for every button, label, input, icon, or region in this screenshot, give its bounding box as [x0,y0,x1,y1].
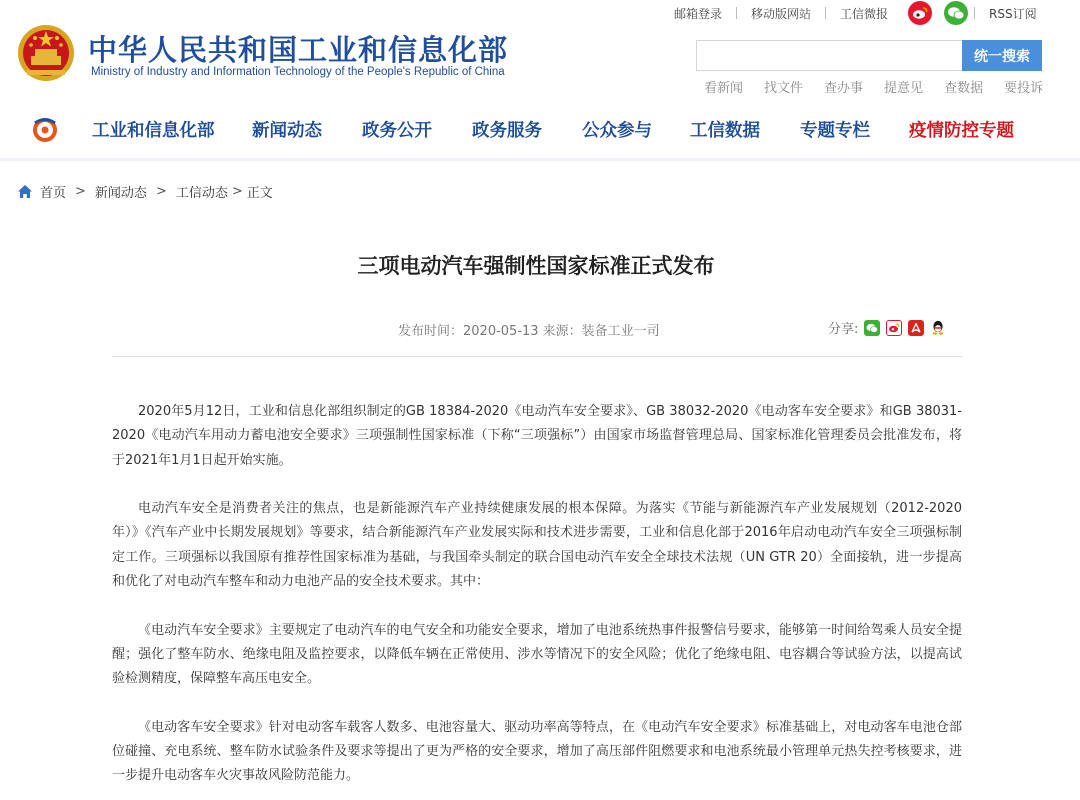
quicklink-data[interactable]: 查数据 [944,81,984,96]
article-paragraph: 2020年5月12日，工业和信息化部组织制定的GB 18384-2020《电动汽车安全要求》、GB 38032-2020《电动客车安全要求》和GB 38031-2020《电动汽车用动力蓄电池安全要求》三项强制性国家标准（下称“三项强标”）由国家市场监督管理总局、国家标准化管理委员会批准发布，将于2021年1月1日起开始实施。 [112,404,962,468]
miit-logo-icon[interactable] [31,116,59,142]
search-button[interactable]: 统一搜索 [962,40,1042,71]
article-divider [112,356,962,357]
nav-item-miit[interactable]: 工业和信息化部 [92,121,215,141]
site-title[interactable]: 中华人民共和国工业和信息化部 [88,33,509,67]
share-bar [828,318,952,337]
nav-item-news[interactable]: 新闻动态 [252,121,322,141]
rss-link[interactable]: RSS订阅 [989,6,1037,21]
quicklink-complaint[interactable]: 要投诉 [1004,81,1044,96]
pdf-share-icon[interactable] [908,320,924,336]
home-icon[interactable] [17,184,33,199]
breadcrumb-home[interactable]: 首页 [40,186,67,201]
breadcrumb-separator: > [75,184,86,199]
top-links [660,4,1051,22]
quick-links [704,77,1043,96]
main-nav [0,108,1080,150]
quicklink-services[interactable]: 查办事 [824,81,864,96]
breadcrumb-miit-news[interactable]: 工信动态 [175,186,228,201]
wechat-icon[interactable] [944,1,968,25]
quicklink-files[interactable]: 找文件 [764,81,804,96]
nav-item-public-participation[interactable]: 公众参与 [582,121,652,141]
weibo-report-link[interactable]: 工信微报 [840,6,889,21]
quicklink-news[interactable]: 看新闻 [704,81,744,96]
quicklink-feedback[interactable]: 提意见 [884,81,924,96]
wechat-share-icon[interactable] [864,320,880,336]
weibo-icon[interactable] [908,1,932,25]
mail-login-link[interactable]: 邮箱登录 [674,6,723,21]
article-body [112,400,962,800]
site-header [0,0,1080,160]
article-meta: 发布时间：2020-05-13 来源：装备工业一司 [398,324,660,339]
nav-item-gov-service[interactable]: 政务服务 [472,121,542,141]
breadcrumb [17,182,273,201]
national-emblem-icon [17,22,75,84]
mobile-site-link[interactable]: 移动版网站 [751,6,812,21]
article-paragraph: 《电动汽车安全要求》主要规定了电动汽车的电气安全和功能安全要求，增加了电池系统热事件报警信号要求，能够第一时间给驾乘人员安全提醒；强化了整车防水、绝缘电阻及监控要求，以降低车辆在正常使用、涉水等情况下的安全风险；优化了绝缘电阻、电容耦合等试验方法，以提高试验检测精度，保障整车高压电安全。 [112,622,962,687]
nav-item-topics[interactable]: 专题专栏 [800,121,870,141]
header-divider [0,158,1080,161]
nav-item-data[interactable]: 工信数据 [690,121,760,141]
breadcrumb-separator: > [231,184,243,199]
breadcrumb-current: 正文 [246,186,273,201]
weibo-share-icon[interactable] [886,320,902,336]
share-label: 分享: [828,322,859,337]
nav-item-epidemic[interactable]: 疫情防控专题 [909,121,1014,141]
article-paragraph: 《电动客车安全要求》针对电动客车载客人数多、电池容量大、驱动功率高等特点，在《电动汽车安全要求》标准基础上，对电动客车电池仓部位碰撞、充电系统、整车防水试验条件及要求等提出了更为严格的安全要求，增加了高压部件阻燃要求和电池系统最小管理单元热失控考核要求，进一步提升电动客车火灾事故风险防范能力。 [112,719,962,784]
article-paragraph: 电动汽车安全是消费者关注的焦点，也是新能源汽车产业持续健康发展的根本保障。为落实《节能与新能源汽车产业发展规划（2012-2020年）》《汽车产业中长期发展规划》等要求，结合新能源汽车产业发展实际和技术进步需要，工业和信息化部于2016年启动电动汽车安全三项强标制定工作。三项强标以我国原有推荐性国家标准为基础，与我国牵头制定的联合国电动汽车安全全球技术法规（UN GTR 20）全面接轨，进一步提高和优化了对电动汽车整车和动力电池产品的安全技术要求。其中： [112,501,962,590]
breadcrumb-separator: > [155,184,167,199]
article-title: 三项电动汽车强制性国家标准正式发布 [357,254,715,278]
site-subtitle: Ministry of Industry and Information Technology of the People's Republic of China [91,66,505,78]
breadcrumb-news[interactable]: 新闻动态 [94,186,147,201]
qq-share-icon[interactable] [930,320,946,336]
nav-item-gov-open[interactable]: 政务公开 [362,121,432,141]
search-input[interactable] [696,40,962,71]
